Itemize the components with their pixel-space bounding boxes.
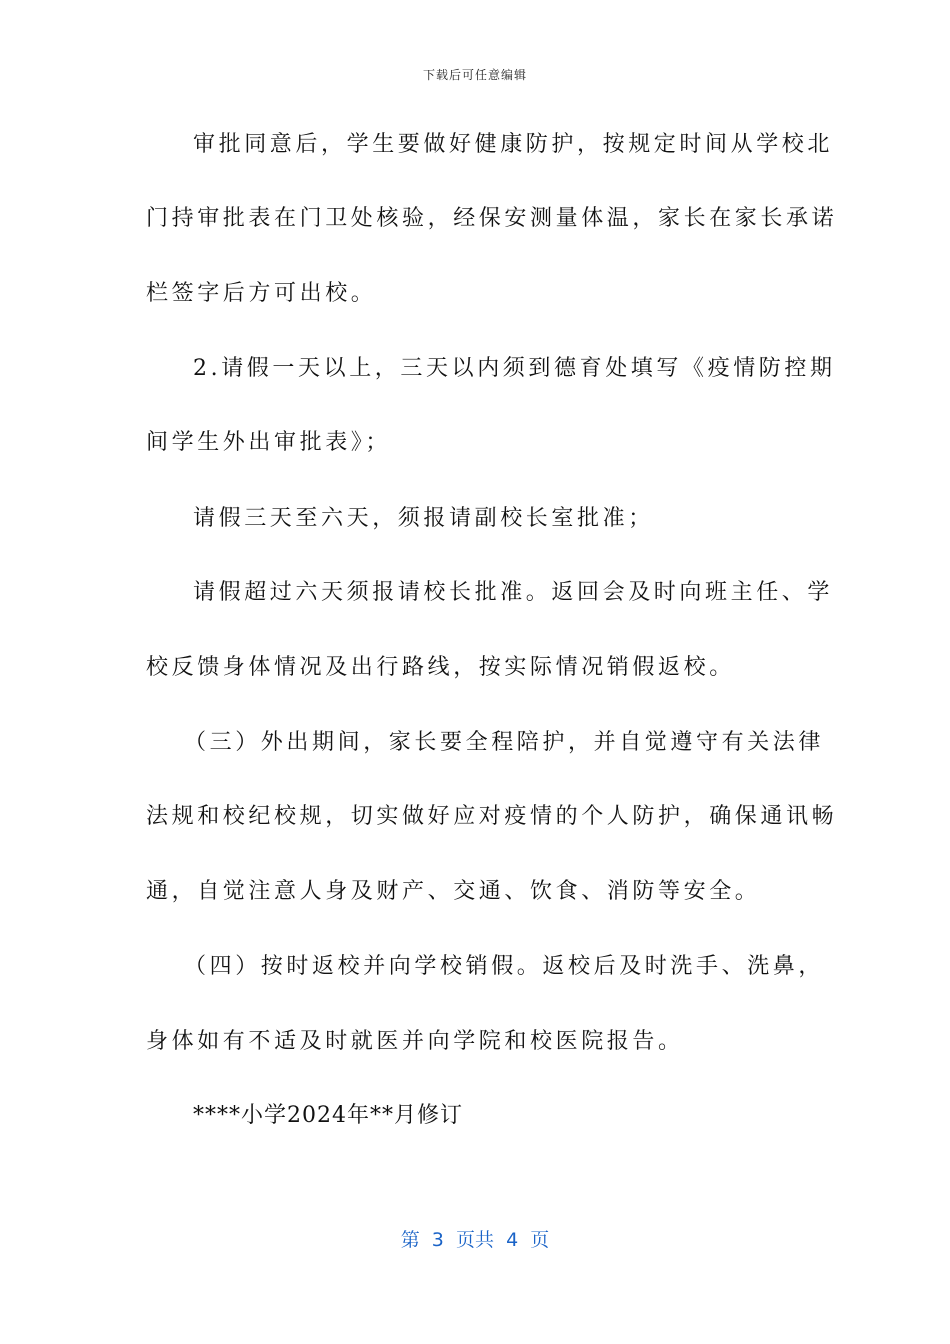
body-line-13: 身体如有不适及时就医并向学院和校医院报告。 — [146, 1029, 684, 1054]
footer-middle: 页共 — [455, 1229, 494, 1251]
footer-suffix: 页 — [530, 1229, 550, 1251]
body-line-12: （四）按时返校并向学校销假。返校后及时洗手、洗鼻， — [184, 954, 825, 979]
body-line-11: 通，自觉注意人身及财产、交通、饮食、消防等安全。 — [146, 879, 761, 904]
body-line-8: 校反馈身体情况及出行路线，按实际情况销假返校。 — [146, 655, 735, 680]
body-line-4: 2.请假一天以上，三天以内须到德育处填写《疫情防控期 — [193, 356, 836, 381]
footer-current-page: 3 — [431, 1229, 444, 1251]
footer-prefix: 第 — [400, 1229, 420, 1251]
page-footer — [0, 1225, 950, 1252]
body-line-2: 门持审批表在门卫处核验，经保安测量体温，家长在家长承诺 — [146, 206, 838, 231]
footer-total-pages: 4 — [506, 1229, 519, 1251]
body-line-7: 请假超过六天须报请校长批准。返回会及时向班主任、学 — [193, 580, 834, 605]
body-line-6: 请假三天至六天，须报请副校长室批准； — [193, 506, 654, 531]
signature-line: ****小学2024年**月修订 — [193, 1103, 463, 1128]
body-line-1: 审批同意后，学生要做好健康防护，按规定时间从学校北 — [193, 132, 834, 157]
body-line-5: 间学生外出审批表》； — [146, 430, 392, 455]
body-line-10: 法规和校纪校规，切实做好应对疫情的个人防护，确保通讯畅 — [146, 804, 838, 829]
body-line-3: 栏签字后方可出校。 — [146, 281, 377, 306]
page-header: 下载后可任意编辑 — [422, 68, 527, 82]
body-line-9: （三）外出期间，家长要全程陪护，并自觉遵守有关法律 — [184, 730, 825, 755]
